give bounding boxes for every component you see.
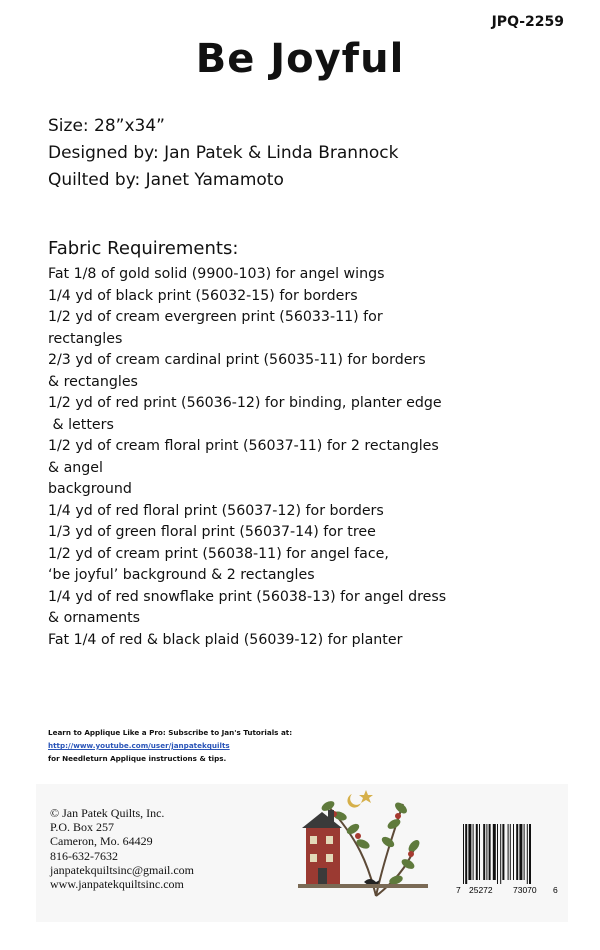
barcode-bar — [500, 824, 501, 884]
tutorial-note — [48, 726, 292, 765]
tutorial-line: for Needleturn Applique instructions & tips. — [48, 754, 227, 763]
ground-strip — [298, 884, 428, 888]
contact-block — [50, 806, 194, 891]
fabric-line: 1/2 yd of cream print (56038-11) for angel face, — [48, 545, 389, 562]
fabric-line: 1/4 yd of red snowflake print (56038-13) for angel dress — [48, 588, 447, 605]
barcode-bar — [529, 824, 531, 884]
city-line: Cameron, Mo. 64429 — [50, 834, 153, 849]
fabric-heading: Fabric Requirements: — [48, 238, 239, 259]
barcode — [455, 822, 559, 896]
fabric-line: 1/3 yd of green floral print (56037-14) for tree — [48, 524, 376, 540]
youtube-link[interactable]: http://www.youtube.com/user/janpatekquilts — [48, 741, 230, 750]
fabric-line: & angel — [48, 459, 103, 476]
barcode-bar — [527, 824, 528, 884]
house-icon — [302, 810, 342, 884]
star-icon — [359, 790, 373, 803]
fabric-line: Fat 1/4 of red & black plaid (56039-12) for planter — [48, 631, 403, 648]
barcode-bar — [516, 824, 518, 880]
barcode-bar — [473, 824, 474, 880]
barcode-check-digit: 6 — [553, 885, 558, 895]
fabric-line: & rectangles — [48, 373, 138, 390]
designed-by-line: Designed by: Jan Patek & Linda Brannock — [48, 143, 399, 163]
fabric-line: ‘be joyful’ background & 2 rectangles — [48, 567, 315, 583]
fabric-line: 1/2 yd of red print (56036-12) for binding, planter edge — [48, 395, 442, 411]
pattern-code: JPQ-2259 — [491, 14, 564, 30]
page-title: Be Joyful — [195, 36, 405, 82]
barcode-bar — [524, 824, 525, 880]
fabric-line: 1/2 yd of cream evergreen print (56033-11) for — [48, 309, 383, 325]
barcode-bar — [502, 824, 504, 880]
fabric-line: rectangles — [48, 330, 123, 347]
barcode-lead-digit: 7 — [456, 885, 461, 895]
barcode-left-digits: 25272 — [469, 885, 493, 895]
barcode-bar — [486, 824, 487, 880]
barcode-bar — [476, 824, 478, 880]
barcode-bar — [519, 824, 522, 880]
tutorial-line: Learn to Applique Like a Pro: Subscribe to Jan's Tutorials at: — [48, 728, 293, 737]
barcode-bar — [483, 824, 485, 880]
barcode-bar — [508, 824, 509, 880]
pattern-meta — [48, 113, 398, 194]
barcode-bar — [463, 824, 464, 884]
barcode-bar — [468, 824, 471, 880]
fabric-line: & letters — [48, 416, 114, 433]
barcode-bar — [493, 824, 496, 880]
barcode-bars — [463, 824, 531, 884]
barcode-bar — [497, 824, 498, 884]
fabric-line: 1/4 yd of black print (56032-15) for borders — [48, 287, 358, 304]
website: www.janpatekquiltsinc.com — [50, 877, 184, 892]
barcode-bar — [513, 824, 514, 880]
quilt-artwork — [298, 784, 428, 902]
size-line: Size: 28”x34” — [48, 116, 165, 136]
moon-icon — [347, 794, 361, 808]
quilted-by-line: Quilted by: Janet Yamamoto — [48, 170, 284, 190]
fabric-line: 1/4 yd of red floral print (56037-12) for borders — [48, 502, 384, 519]
fabric-line: background — [48, 481, 132, 497]
fabric-line: 1/2 yd of cream floral print (56037-11) for 2 rectangles — [48, 438, 439, 454]
barcode-bar — [510, 824, 511, 880]
company-name: © Jan Patek Quilts, Inc. — [50, 806, 165, 820]
fabric-list — [48, 264, 446, 651]
barcode-right-digits: 73070 — [513, 885, 537, 895]
po-box: P.O. Box 257 — [50, 820, 115, 835]
fabric-line: & ornaments — [48, 610, 141, 626]
fabric-line: 2/3 yd of cream cardinal print (56035-11) for borders — [48, 352, 426, 368]
email: janpatekquiltsinc@gmail.com — [50, 862, 195, 877]
barcode-bar — [465, 824, 467, 884]
fabric-line: Fat 1/8 of gold solid (9900-103) for angel wings — [48, 266, 385, 282]
barcode-bar — [489, 824, 491, 880]
phone: 816-632-7632 — [50, 848, 118, 863]
barcode-bar — [479, 824, 480, 880]
